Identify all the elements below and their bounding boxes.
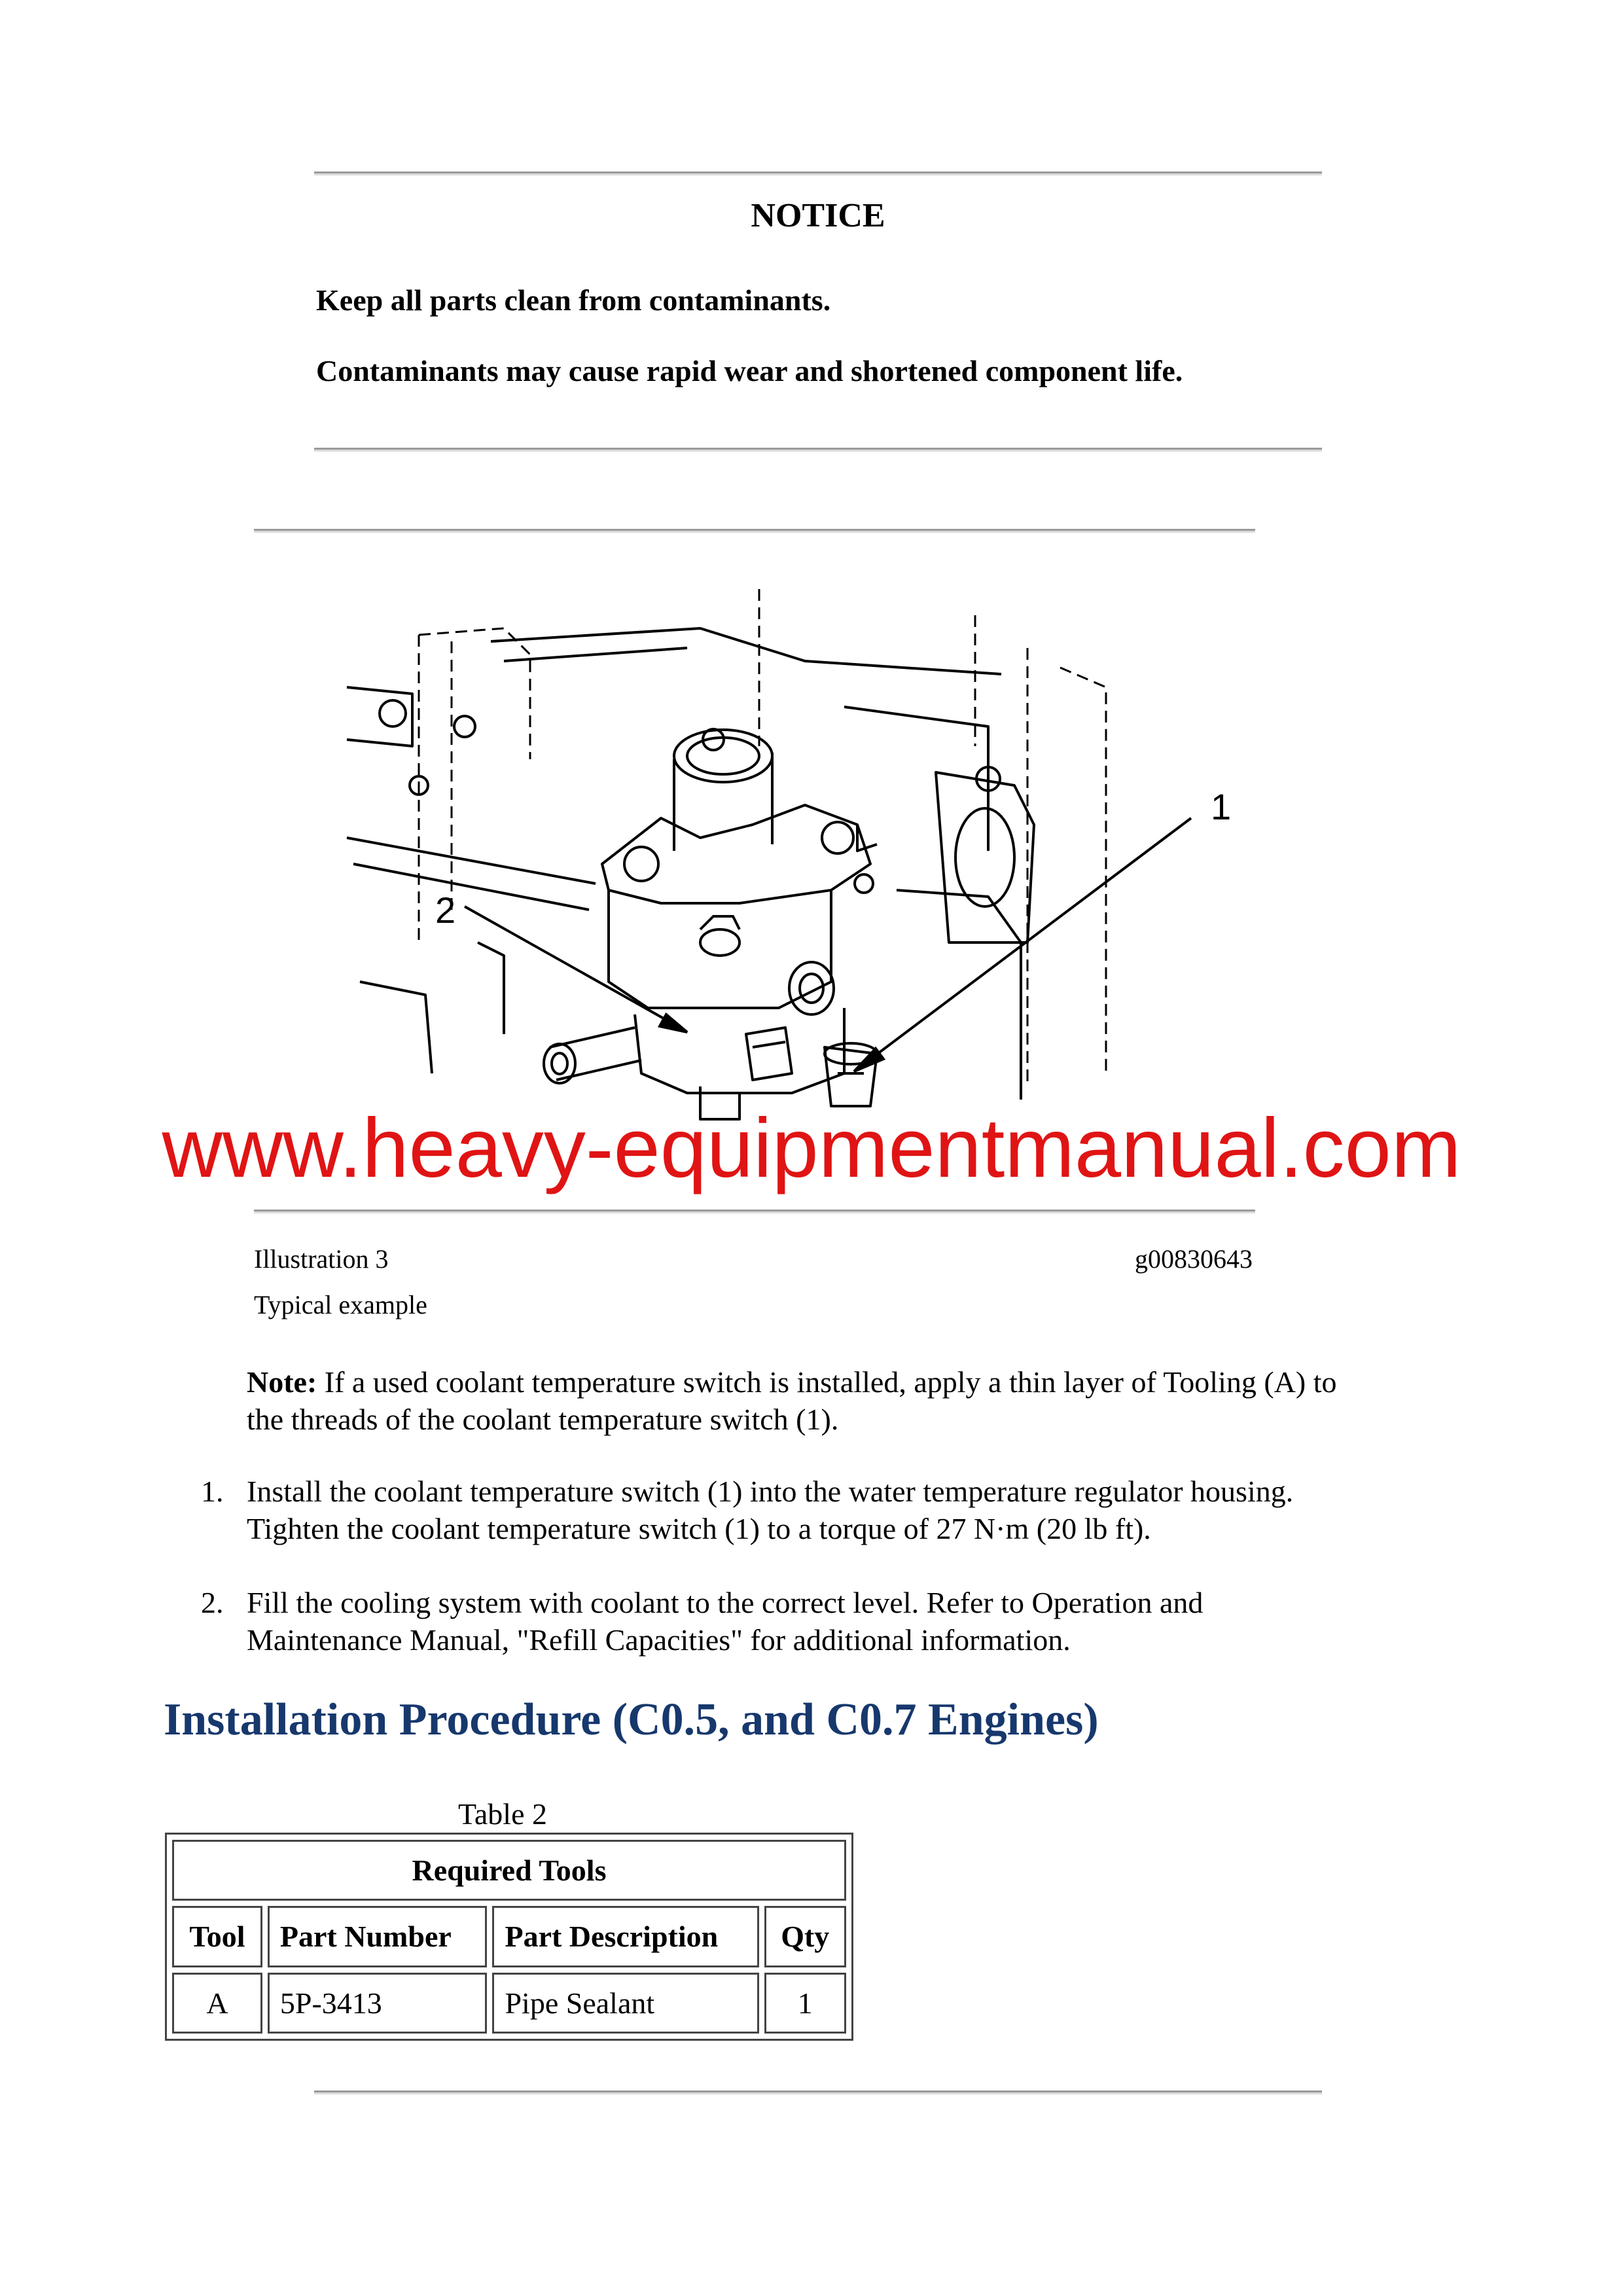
note-label: Note: bbox=[247, 1365, 317, 1399]
coolant-switch-illustration bbox=[334, 576, 1276, 1191]
notice-line-2: Contaminants may cause rapid wear and shortened component life. bbox=[316, 354, 1183, 387]
cell-part-number: 5P-3413 bbox=[268, 1973, 488, 2034]
header-qty: Qty bbox=[764, 1906, 846, 1967]
illustration-id: g00830643 bbox=[1135, 1244, 1253, 1274]
callout-2-label: 2 bbox=[435, 889, 456, 931]
illustration-label: Illustration 3 bbox=[254, 1244, 389, 1274]
step-2-number: 2. bbox=[201, 1586, 224, 1619]
illustration-bottom-rule bbox=[254, 1210, 1255, 1213]
table-row bbox=[172, 1973, 846, 2034]
illustration-top-rule bbox=[254, 529, 1255, 533]
notice-top-rule bbox=[314, 171, 1322, 175]
callout-1-label: 1 bbox=[1211, 786, 1232, 827]
table-title: Required Tools bbox=[172, 1840, 846, 1901]
page-bottom-rule bbox=[314, 2090, 1322, 2094]
table-title-row bbox=[172, 1840, 846, 1901]
note-line-2: the threads of the coolant temperature switch (1). bbox=[247, 1403, 839, 1436]
required-tools-table bbox=[165, 1833, 853, 2041]
note-paragraph bbox=[247, 1363, 1523, 1438]
notice-title: NOTICE bbox=[751, 197, 885, 234]
step-2-line-2: Maintenance Manual, "Refill Capacities" for additional information. bbox=[247, 1623, 1071, 1657]
step-2 bbox=[201, 1584, 1523, 1659]
step-1-line-1: Install the coolant temperature switch (1) into the water temperature regulator housing. bbox=[247, 1475, 1294, 1508]
header-tool: Tool bbox=[172, 1906, 262, 1967]
step-2-line-1: Fill the cooling system with coolant to the correct level. Refer to Operation and bbox=[247, 1586, 1204, 1619]
step-1-number: 1. bbox=[201, 1475, 224, 1508]
note-text-1: If a used coolant temperature switch is installed, apply a thin layer of Tooling (A) to bbox=[324, 1365, 1337, 1399]
cell-part-description: Pipe Sealant bbox=[492, 1973, 758, 2034]
step-1 bbox=[201, 1473, 1523, 1547]
notice-line-1: Keep all parts clean from contaminants. bbox=[316, 283, 831, 317]
watermark: www.heavy-equipmentmanual.com bbox=[162, 1102, 1461, 1195]
header-part-number: Part Number bbox=[268, 1906, 488, 1967]
note-line-1 bbox=[247, 1363, 1523, 1401]
table-caption: Table 2 bbox=[458, 1797, 548, 1831]
cell-qty: 1 bbox=[764, 1973, 846, 2034]
step-1-line-2: Tighten the coolant temperature switch (1) to a torque of 27 N·m (20 lb ft). bbox=[247, 1512, 1151, 1545]
section-heading: Installation Procedure (C0.5, and C0.7 Engines) bbox=[164, 1695, 1099, 1745]
header-part-description: Part Description bbox=[492, 1906, 758, 1967]
table-header-row bbox=[172, 1906, 846, 1967]
illustration-caption: Typical example bbox=[254, 1290, 427, 1319]
notice-bottom-rule bbox=[314, 448, 1322, 452]
cell-tool: A bbox=[172, 1973, 262, 2034]
